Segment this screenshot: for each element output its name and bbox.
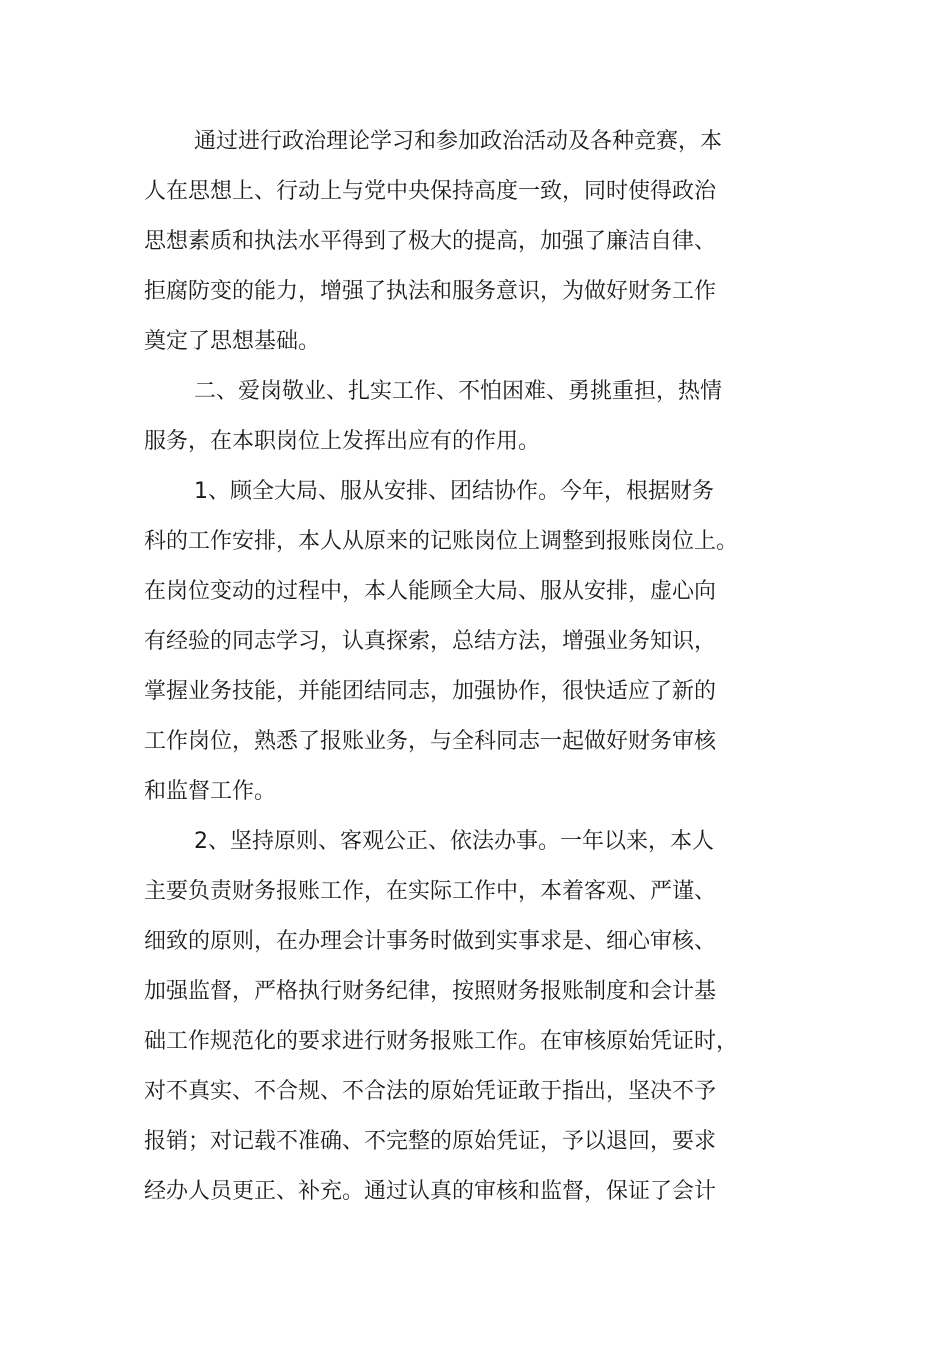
text-line: 掌握业务技能，并能团结同志，加强协作，很快适应了新的 — [144, 679, 717, 704]
text-line: 2、坚持原则、客观公正、依法办事。一年以来，本人 — [194, 829, 714, 854]
text-line: 础工作规范化的要求进行财务报账工作。在审核原始凭证时， — [144, 1029, 739, 1054]
text-line: 加强监督，严格执行财务纪律，按照财务报账制度和会计基 — [144, 979, 717, 1004]
document-body — [144, 117, 764, 1217]
text-line: 服务，在本职岗位上发挥出应有的作用。 — [144, 429, 541, 454]
text-line: 工作岗位，熟悉了报账业务，与全科同志一起做好财务审核 — [144, 729, 717, 754]
text-line: 奠定了思想基础。 — [144, 329, 321, 354]
text-line: 人在思想上、行动上与党中央保持高度一致，同时使得政治 — [144, 179, 717, 204]
text-line: 主要负责财务报账工作，在实际工作中，本着客观、严谨、 — [144, 879, 717, 904]
text-line: 二、爱岗敬业、扎实工作、不怕困难、勇挑重担，热情 — [194, 379, 723, 404]
text-line: 拒腐防变的能力，增强了执法和服务意识，为做好财务工作 — [144, 279, 717, 304]
text-line: 报销；对记载不准确、不完整的原始凭证，予以退回，要求 — [144, 1129, 717, 1154]
text-line: 细致的原则，在办理会计事务时做到实事求是、细心审核、 — [144, 929, 717, 954]
text-line: 1、顾全大局、服从安排、团结协作。今年，根据财务 — [194, 479, 714, 504]
text-line: 和监督工作。 — [144, 779, 277, 804]
text-line: 通过进行政治理论学习和参加政治活动及各种竞赛，本 — [194, 129, 723, 154]
text-line: 在岗位变动的过程中，本人能顾全大局、服从安排，虚心向 — [144, 579, 717, 604]
text-line: 有经验的同志学习，认真探索，总结方法，增强业务知识， — [144, 629, 717, 654]
text-line: 思想素质和执法水平得到了极大的提高，加强了廉洁自律、 — [144, 229, 717, 254]
text-line: 经办人员更正、补充。通过认真的审核和监督，保证了会计 — [144, 1179, 717, 1204]
text-line: 科的工作安排，本人从原来的记账岗位上调整到报账岗位上。 — [144, 529, 739, 554]
text-line: 对不真实、不合规、不合法的原始凭证敢于指出，坚决不予 — [144, 1079, 717, 1104]
